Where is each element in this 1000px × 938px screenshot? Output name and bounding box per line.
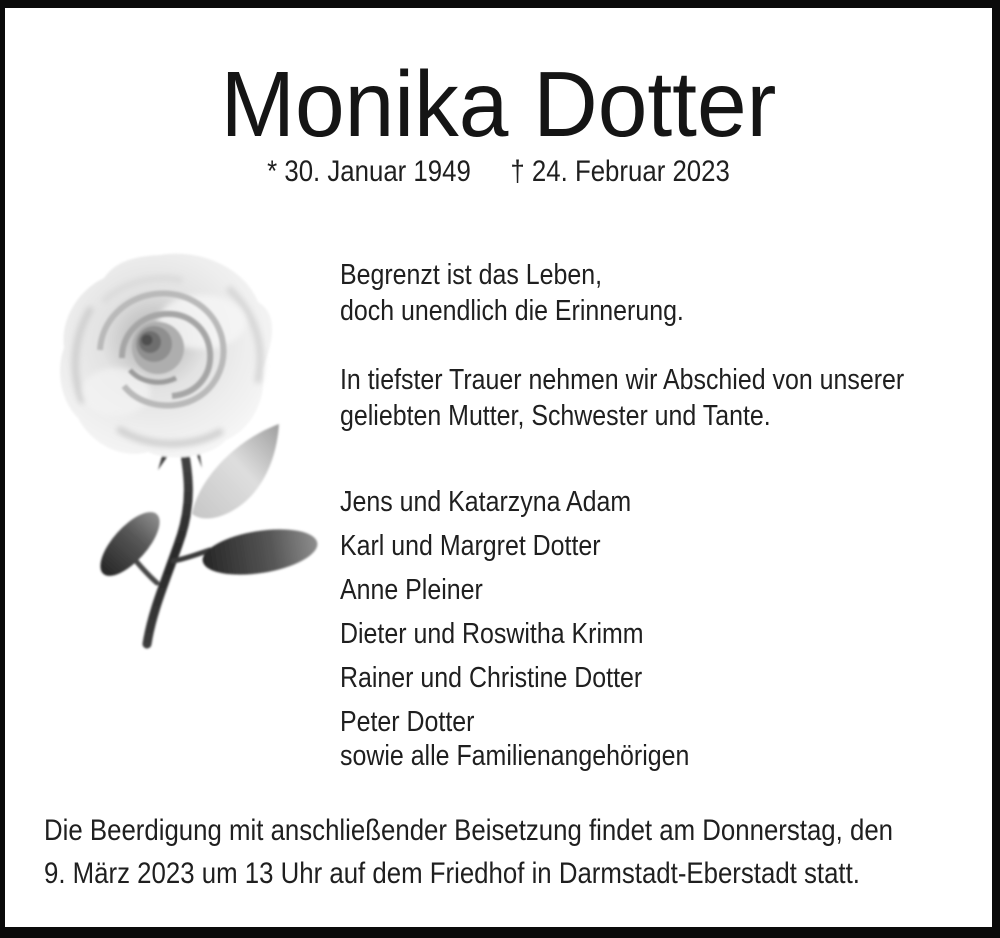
funeral-details bbox=[44, 809, 893, 895]
mourner-name: Karl und Margret Dotter bbox=[340, 530, 601, 562]
death-date: † 24. Februar 2023 bbox=[510, 155, 730, 188]
mourners-suffix: sowie alle Familienangehörigen bbox=[340, 740, 690, 772]
funeral-line: Die Beerdigung mit anschließender Beisetzung findet am Donnerstag, den bbox=[44, 814, 894, 847]
intro-line: geliebten Mutter, Schwester und Tante. bbox=[340, 400, 771, 432]
funeral-line: 9. März 2023 um 13 Uhr auf dem Friedhof in Darmstadt-Eberstadt statt. bbox=[44, 857, 860, 890]
deceased-name: Monika Dotter bbox=[220, 52, 777, 156]
mourners-list bbox=[340, 480, 689, 774]
mourner-name: Dieter und Roswitha Krimm bbox=[340, 618, 644, 650]
birth-date: * 30. Januar 1949 bbox=[267, 155, 471, 188]
life-dates bbox=[74, 154, 923, 190]
mourner-name: Rainer und Christine Dotter bbox=[340, 662, 643, 694]
verse-line: Begrenzt ist das Leben, bbox=[340, 259, 603, 291]
rose-icon bbox=[30, 230, 330, 670]
mourning-statement bbox=[340, 362, 904, 434]
mourner-name: Anne Pleiner bbox=[340, 574, 483, 606]
intro-line: In tiefster Trauer nehmen wir Abschied von unserer bbox=[340, 364, 905, 396]
memorial-verse bbox=[340, 257, 684, 329]
mourner-name: Jens und Katarzyna Adam bbox=[340, 486, 632, 518]
verse-line: doch unendlich die Erinnerung. bbox=[340, 295, 684, 327]
mourner-name: Peter Dotter bbox=[340, 706, 475, 738]
rose-illustration bbox=[30, 230, 330, 670]
